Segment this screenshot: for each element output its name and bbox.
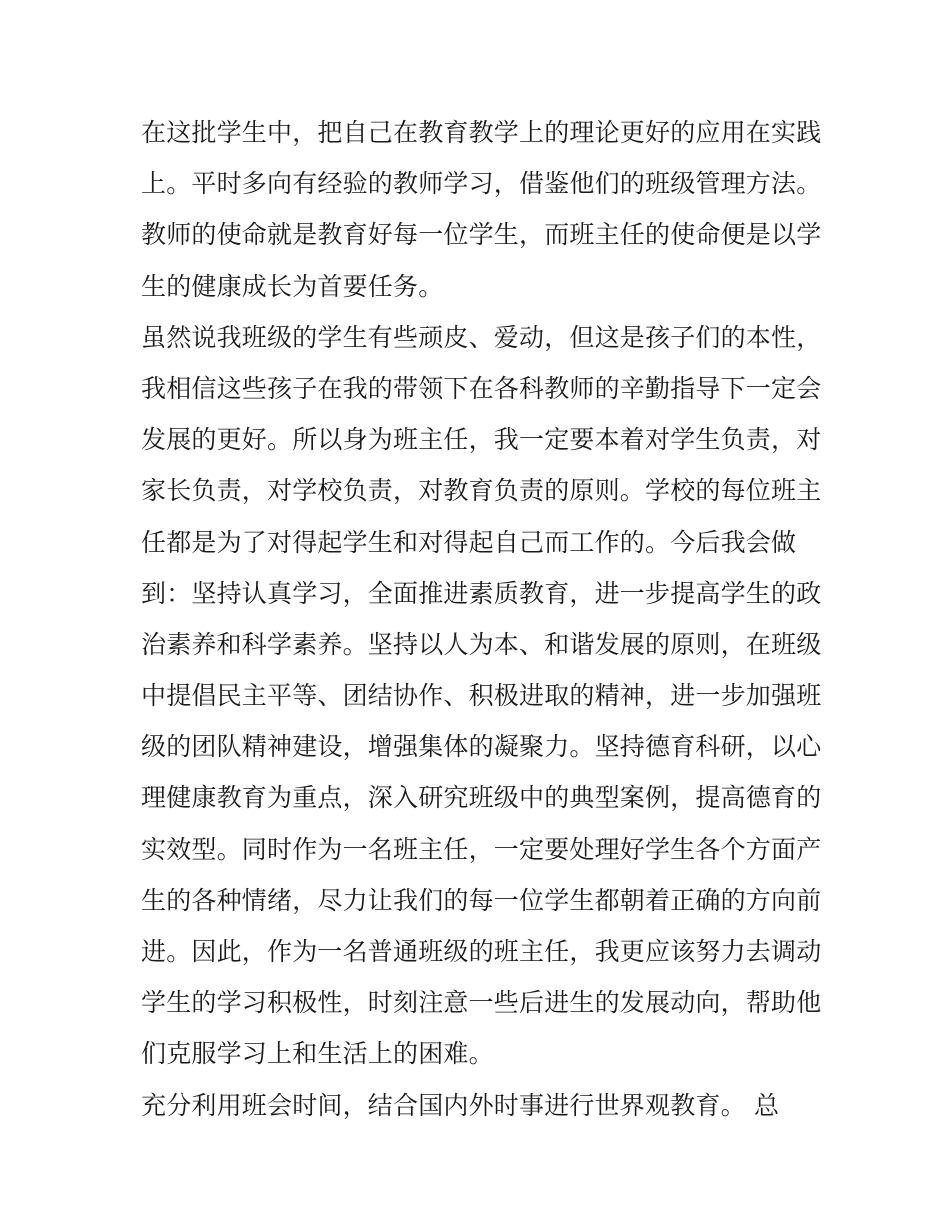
text-line: 发展的更好。所以身为班主任，我一定要本着对学生负责，对 [141,425,822,455]
text-line: 学生的学习积极性，时刻注意一些后进生的发展动向，帮助他 [141,988,822,1018]
text-line: 家长负责，对学校负责，对教育负责的原则。学校的每位班主 [141,476,822,506]
text-line: 充分利用班会时间，结合国内外时事进行世界观教育。 总 [141,1090,780,1120]
text-line: 实效型。同时作为一名班主任，一定要处理好学生各个方面产 [141,834,822,864]
text-line: 理健康教育为重点，深入研究班级中的典型案例，提高德育的 [141,783,822,813]
text-line: 级的团队精神建设，增强集体的凝聚力。坚持德育科研，以心 [141,732,822,762]
text-line: 任都是为了对得起学生和对得起自己而工作的。今后我会做 [141,527,797,557]
text-line: 教师的使命就是教育好每一位学生，而班主任的使命便是以学 [141,220,822,250]
text-line: 生的各种情绪，尽力让我们的每一位学生都朝着正确的方向前 [141,885,822,915]
text-line: 生的健康成长为首要任务。 [141,271,444,301]
text-line: 我相信这些孩子在我的带领下在各科教师的辛勤指导下一定会 [141,373,822,403]
text-line: 中提倡民主平等、团结协作、积极进取的精神，进一步加强班 [141,681,822,711]
text-line: 到：坚持认真学习，全面推进素质教育，进一步提高学生的政 [141,578,822,608]
text-line: 治素养和科学素养。坚持以人为本、和谐发展的原则，在班级 [141,629,822,659]
text-line: 进。因此，作为一名普通班级的班主任，我更应该努力去调动 [141,937,822,966]
text-line: 虽然说我班级的学生有些顽皮、爱动，但这是孩子们的本性， [141,322,822,352]
text-line: 们克服学习上和生活上的困难。 [141,1039,494,1069]
document-body [141,107,821,1131]
text-line: 在这批学生中，把自己在教育教学上的理论更好的应用在实践 [141,118,822,147]
text-line: 上。平时多向有经验的教师学习，借鉴他们的班级管理方法。 [141,169,822,199]
